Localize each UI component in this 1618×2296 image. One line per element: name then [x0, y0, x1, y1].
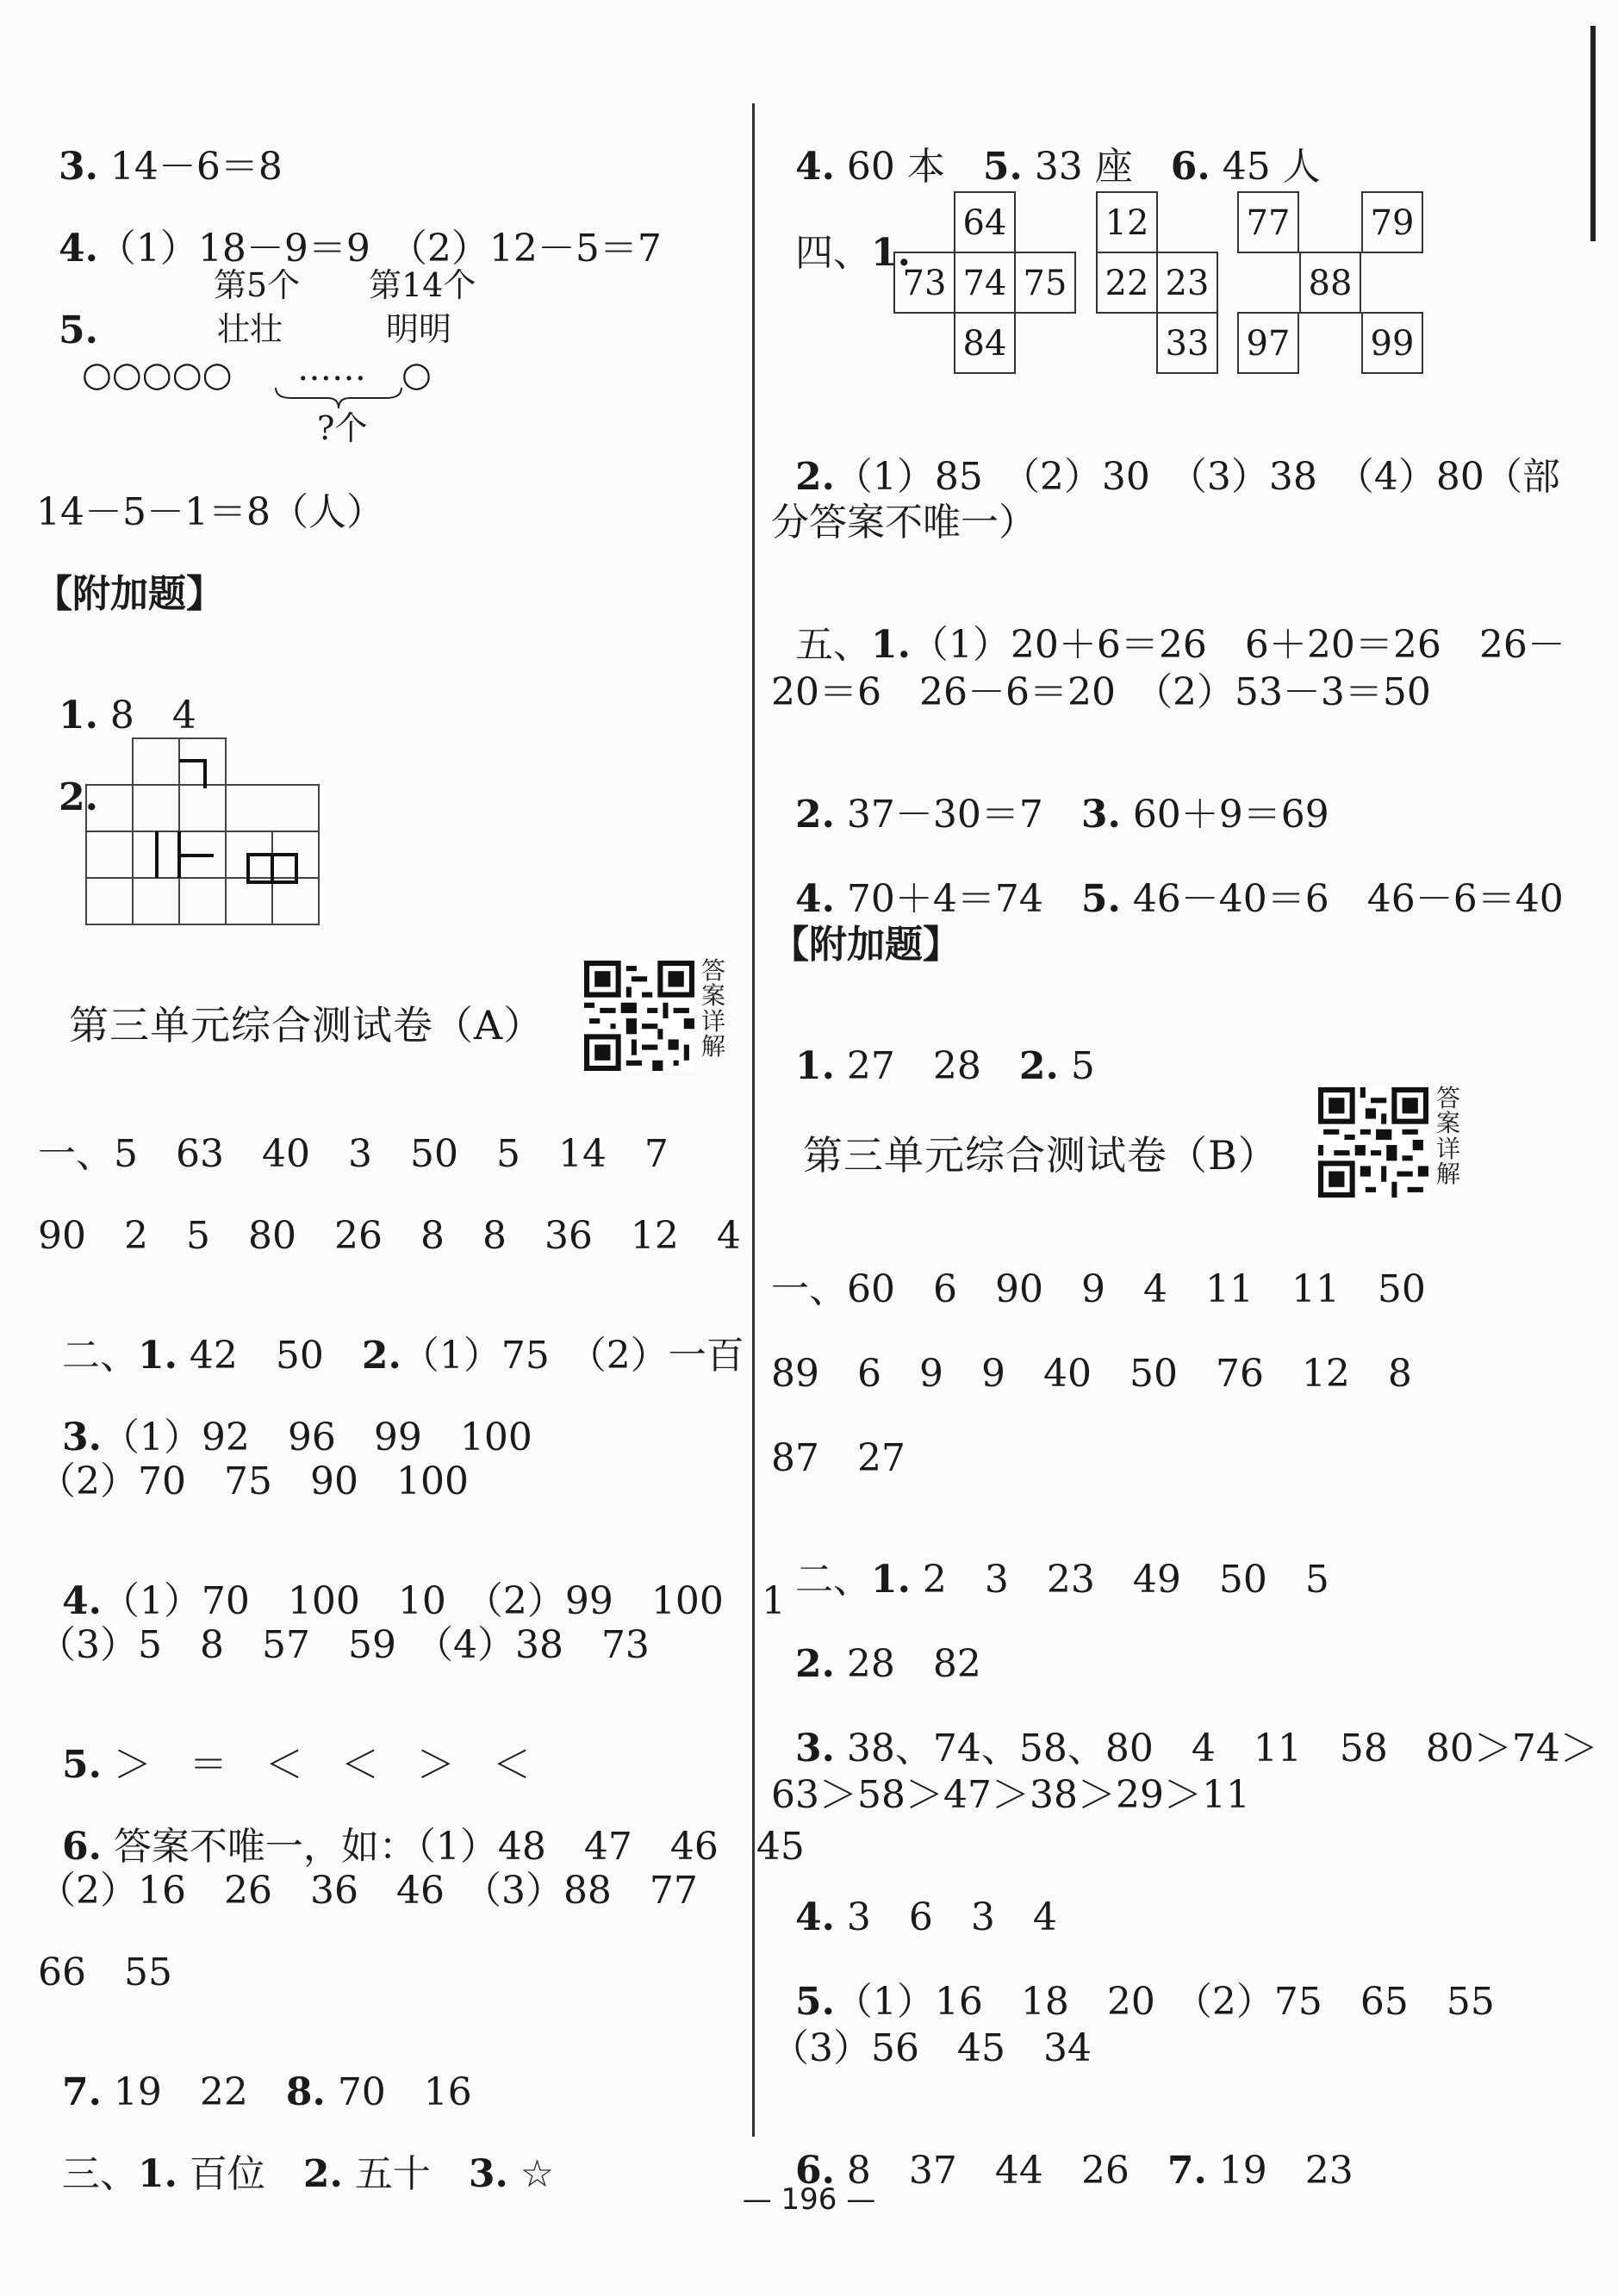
question-number: 6. [61, 1825, 102, 1869]
answer-text: 14－6＝8 [97, 145, 283, 189]
grid-cell: 97 [1237, 312, 1299, 374]
answer-line [34, 192, 662, 271]
answer-text: ＞ ＝ ＜ ＜ ＞ ＜ [101, 1743, 531, 1787]
answer-line [38, 1708, 531, 1787]
queue-circles: ○○○○○ [82, 355, 233, 395]
grid-cell: 75 [1014, 252, 1076, 314]
queue-dots: …… [297, 349, 366, 389]
answer-text: （1）70 100 10 （2）99 100 1 [101, 1579, 786, 1623]
name-mingming: 明明 [386, 310, 452, 348]
answer-equation: 14－5－1＝8（人） [36, 490, 384, 534]
section-prefix: 五、 [794, 623, 871, 667]
answer-text: 答案不唯一，如：（1）48 47 46 45 [101, 1825, 805, 1869]
bonus-title: 【附加题】 [34, 572, 224, 616]
label-5th: 第5个 [214, 266, 301, 304]
question-number: 5. [1080, 877, 1121, 921]
answer-text: 五十 [342, 2152, 469, 2196]
answer-line: 89 6 9 9 40 50 76 12 8 [771, 1352, 1412, 1396]
grid-figure [84, 737, 326, 926]
answer-line: 分答案不唯一） [771, 501, 1036, 544]
answer-line: 一、5 63 40 3 50 5 14 7 [38, 1132, 669, 1176]
question-number: 3. [794, 1727, 835, 1770]
question-number: 3. [468, 2152, 508, 2196]
answer-text: ☆ [507, 2152, 555, 2196]
brace-icon [274, 386, 403, 412]
question-number: 1. [58, 694, 98, 737]
question-number: 1. [137, 2152, 177, 2196]
question-number: 4. [794, 877, 835, 921]
answer-text: 8 4 [97, 694, 196, 737]
label-14th: 第14个 [369, 266, 476, 304]
page-edge-mark [1590, 26, 1596, 241]
page-number: — 196 — [742, 2182, 876, 2217]
answer-line [771, 1010, 1095, 1086]
question-number: 5. [982, 145, 1023, 189]
grid-cell: 73 [893, 252, 955, 314]
name-zhuangzhuang: 壮壮 [217, 310, 283, 348]
question-number: 4. [58, 227, 98, 271]
answer-text: 8 37 44 26 [834, 2149, 1167, 2193]
answer-text: 33 座 [1022, 145, 1171, 189]
answer-text: （1）92 96 99 100 [101, 1416, 532, 1459]
question-number: 6. [1170, 145, 1210, 189]
answer-text: 45 人 [1210, 145, 1321, 189]
question-number: 1. [870, 231, 911, 275]
answer-text: 37－30＝7 [834, 793, 1081, 837]
answer-text: 5 [1058, 1044, 1095, 1088]
question-number: 4. [794, 145, 835, 189]
answer-text: 46－40＝6 46－6＝40 [1120, 877, 1564, 921]
answer-line [771, 1692, 1598, 1768]
answer-line: 20＝6 26－6＝20 （2）53－3＝50 [771, 670, 1431, 714]
answer-line [38, 1381, 532, 1457]
answer-line [38, 1545, 786, 1621]
question-number: 5. [58, 308, 98, 352]
question-number: 3. [58, 145, 98, 189]
answer-text: 19 23 [1206, 2149, 1354, 2193]
answer-line [34, 274, 98, 350]
question-number: 1. [794, 1044, 835, 1088]
answer-line [771, 420, 1560, 499]
answer-text: 42 50 [177, 1334, 362, 1378]
qr-caption: 答案详解 [701, 956, 726, 1061]
question-number: 3. [1080, 793, 1121, 837]
answer-text: 70＋4＝74 [834, 877, 1081, 921]
answer-line: （2）16 26 36 46 （3）88 77 [38, 1869, 698, 1913]
grid-cell: 84 [954, 312, 1016, 374]
question-number: 2. [58, 775, 98, 819]
grid-cell: 22 [1096, 252, 1158, 314]
answer-text: 60＋9＝69 [1120, 793, 1329, 837]
answer-line [34, 659, 196, 735]
answer-line [771, 588, 1565, 667]
grid-cell: 99 [1361, 312, 1423, 374]
grid-cell: 33 [1156, 312, 1218, 374]
answer-line: 66 55 [38, 1951, 172, 1994]
answer-text: （1）20＋6＝26 6＋20＝26 26－ [910, 623, 1565, 667]
grid-cell: 23 [1156, 252, 1218, 314]
answer-text: （1）75 （2）一百 [401, 1334, 744, 1378]
queue-last-circle: ○ [401, 355, 432, 395]
bonus-title: 【附加题】 [771, 923, 961, 967]
answer-text: （1）16 18 20 （2）75 65 55 [834, 1980, 1495, 2024]
question-number: 2. [794, 1642, 835, 1686]
qr-code-icon[interactable] [584, 961, 694, 1071]
answer-line [771, 1608, 981, 1686]
answer-line [38, 1790, 805, 1869]
question-number: 2. [302, 2152, 343, 2196]
qr-caption: 答案详解 [1436, 1084, 1461, 1189]
grid-cell: 77 [1237, 191, 1299, 253]
answer-line [34, 110, 283, 189]
qr-code-icon[interactable] [1318, 1087, 1428, 1198]
question-number: 4. [61, 1579, 102, 1623]
answer-line: （2）70 75 90 100 [38, 1459, 469, 1503]
question-number: 5. [61, 1743, 102, 1787]
question-number: 1. [870, 1558, 911, 1602]
grid-cell: 64 [954, 191, 1016, 253]
answer-line [38, 2036, 472, 2112]
answer-text: 38、74、58、80 4 11 58 80＞74＞ [834, 1727, 1598, 1770]
answer-text: 27 28 [834, 1044, 1019, 1088]
answer-line [771, 110, 1321, 189]
answer-line: （3）5 8 57 59 （4）38 73 [38, 1623, 650, 1667]
answer-line: 87 27 [771, 1436, 905, 1480]
answer-line [38, 1299, 744, 1378]
question-number: 7. [61, 2070, 102, 2114]
question-number: 2. [361, 1334, 401, 1378]
section-prefix: 三、 [61, 2152, 138, 2196]
question-number: 2. [794, 455, 835, 499]
grid-cell: 79 [1361, 191, 1423, 253]
answer-text: 70 16 [325, 2070, 472, 2114]
answer-line [771, 1523, 1329, 1602]
answer-line: 一、60 6 90 9 4 11 11 50 [771, 1267, 1426, 1311]
answer-text: 百位 [177, 2152, 303, 2196]
answer-text: 3 6 3 4 [834, 1895, 1057, 1939]
question-number: 1. [137, 1334, 177, 1378]
answer-line [771, 1945, 1495, 2024]
answer-line [771, 843, 1564, 921]
test-b-title: 第三单元综合测试卷（B） [803, 1132, 1279, 1179]
question-number: 2. [794, 793, 835, 837]
question-number: 1. [870, 623, 911, 667]
test-a-title: 第三单元综合测试卷（A） [69, 1002, 545, 1048]
section-prefix: 二、 [61, 1334, 138, 1378]
section-prefix: 二、 [794, 1558, 871, 1602]
answer-text: （1）18－9＝9 （2）12－5＝7 [97, 227, 662, 271]
question-number: 6. [794, 2149, 835, 2193]
grid-cell: 88 [1299, 252, 1361, 314]
answer-text: 60 本 [834, 145, 983, 189]
question-number: 4. [794, 1895, 835, 1939]
answer-line: （3）56 45 34 [771, 2026, 1092, 2070]
answer-text: 2 3 23 49 50 5 [910, 1558, 1329, 1602]
question-number: 8. [285, 2070, 326, 2114]
section-prefix: 四、 [794, 231, 871, 275]
answer-text: （1）85 （2）30 （3）38 （4）80（部 [834, 455, 1560, 499]
answer-line [771, 758, 1329, 837]
answer-line [771, 2114, 1354, 2193]
answer-line: 90 2 5 80 26 8 8 36 12 4 [38, 1214, 741, 1258]
question-number: 7. [1167, 2149, 1207, 2193]
question-number: 5. [794, 1980, 835, 2024]
answer-line [771, 1861, 1057, 1937]
question-count: ?个 [317, 409, 368, 447]
question-number: 2. [1018, 1044, 1059, 1088]
answer-line: 63＞58＞47＞38＞29＞11 [771, 1773, 1250, 1817]
grid-cell: 74 [954, 252, 1016, 314]
answer-text: 19 22 [101, 2070, 286, 2114]
question-number: 3. [61, 1416, 102, 1459]
grid-cell: 12 [1096, 191, 1158, 253]
answer-line [771, 196, 911, 275]
answer-text: 28 82 [834, 1642, 981, 1686]
